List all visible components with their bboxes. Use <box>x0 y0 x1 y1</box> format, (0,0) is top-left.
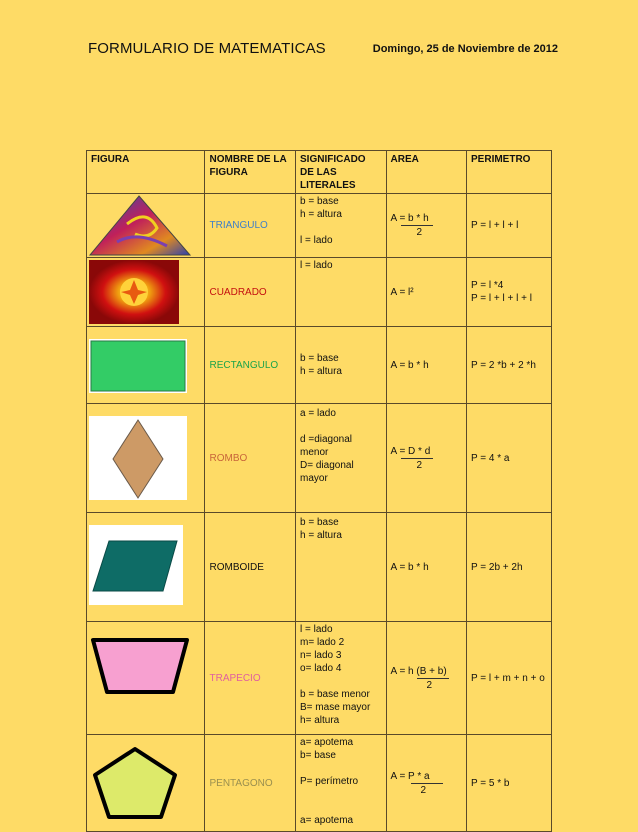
figure-name <box>205 735 296 832</box>
table-row <box>87 194 552 258</box>
literal: l = lado <box>300 624 333 635</box>
area-cell <box>386 404 466 513</box>
perimeter-cell: P = 5 * b <box>467 735 552 832</box>
formula-table <box>86 150 552 832</box>
area-cell <box>386 622 466 735</box>
literal: P= perímetro <box>300 776 359 787</box>
literal: o= lado 4 <box>300 663 342 674</box>
figure-name <box>205 404 296 513</box>
literals-cell <box>296 513 387 622</box>
pentagon-image <box>87 735 193 831</box>
literal: b = base menor <box>300 689 370 700</box>
area-cell: A = b * h <box>386 513 466 622</box>
literal: b = base <box>300 353 339 364</box>
literals-cell <box>296 258 387 327</box>
literal: D= diagonal mayor <box>300 460 354 484</box>
table-row <box>87 327 552 404</box>
literal: h = altura <box>300 530 342 541</box>
rhombus-image <box>87 404 193 512</box>
literal: m= lado 2 <box>300 637 345 648</box>
literals-cell <box>296 327 387 404</box>
area-numerator: A = P * a <box>390 770 430 782</box>
perimeter-cell: P = 2b + 2h <box>467 513 552 622</box>
name-rectangulo: RECTANGULO <box>209 359 279 371</box>
perimeter-cell: P = l + m + n + o <box>467 622 552 735</box>
literal: a= apotema <box>300 737 354 748</box>
area-numerator: A = h (B + b) <box>390 665 447 677</box>
literal: h = altura <box>300 366 342 377</box>
name-cuadrado: CUADRADO <box>209 286 267 298</box>
name-rombo: ROMBO <box>209 452 248 464</box>
pentagon-figure-cell <box>87 735 205 832</box>
rectangle-image <box>87 327 193 403</box>
page-header <box>88 40 558 62</box>
literal: h= altura <box>300 715 340 726</box>
header-area: AREA <box>386 151 466 194</box>
name-pentagono: PENTAGONO <box>209 777 273 789</box>
document-date: Domingo, 25 de Noviembre de 2012 <box>372 43 558 55</box>
literal: h = altura <box>300 209 342 220</box>
table-row <box>87 622 552 735</box>
literal: n= lado 3 <box>300 650 342 661</box>
header-significado: SIGNIFICADO DE LAS LITERALES <box>296 151 387 194</box>
area-denominator: 2 <box>420 784 427 796</box>
rhomboid-image <box>87 513 193 621</box>
perimeter-line: P = l *4 <box>471 280 504 291</box>
figure-name <box>205 194 296 258</box>
literal: a= apotema <box>300 815 354 826</box>
literals-cell <box>296 622 387 735</box>
square-image <box>87 258 193 326</box>
table-row <box>87 735 552 832</box>
header-figura: FIGURA <box>87 151 205 194</box>
table-row <box>87 258 552 327</box>
table-row <box>87 513 552 622</box>
area-formula <box>391 770 443 797</box>
square-figure-cell <box>87 258 205 327</box>
trapezoid-figure-cell <box>87 622 205 735</box>
area-denominator: 2 <box>416 459 423 471</box>
area-denominator: 2 <box>426 679 433 691</box>
area-formula <box>391 665 449 692</box>
area-cell: A = l² <box>386 258 466 327</box>
literals-cell <box>296 404 387 513</box>
name-triangulo: TRIANGULO <box>209 220 268 231</box>
perimeter-cell: P = 2 *b + 2 *h <box>467 327 552 404</box>
rectangle-figure-cell <box>87 327 205 404</box>
literal: d =diagonal menor <box>300 434 353 458</box>
area-numerator: A = D * d <box>390 445 431 457</box>
name-trapecio: TRAPECIO <box>209 672 261 684</box>
figure-name <box>205 622 296 735</box>
table-row <box>87 404 552 513</box>
area-formula <box>391 212 433 239</box>
name-romboide: ROMBOIDE <box>209 561 264 573</box>
area-denominator: 2 <box>416 227 423 238</box>
table-header-row <box>87 151 552 194</box>
area-cell: A = b * h <box>386 327 466 404</box>
literal: l = lado <box>300 260 333 271</box>
triangle-image <box>87 194 193 257</box>
rhomboid-figure-cell <box>87 513 205 622</box>
perimeter-cell: P = 4 * a <box>467 404 552 513</box>
figure-name <box>205 327 296 404</box>
triangle-figure-cell <box>87 194 205 258</box>
perimeter-cell <box>467 258 552 327</box>
literal: l = lado <box>300 235 333 246</box>
literal: b= base <box>300 750 336 761</box>
literal: b = base <box>300 196 339 207</box>
perimeter-cell: P = l + l + l <box>467 194 552 258</box>
figure-name <box>205 513 296 622</box>
literal: B= mase mayor <box>300 702 371 713</box>
literals-cell <box>296 194 387 258</box>
rhombus-figure-cell <box>87 404 205 513</box>
area-cell <box>386 194 466 258</box>
literal: a = lado <box>300 408 336 419</box>
perimeter-line: P = l + l + l + l <box>471 293 532 304</box>
header-nombre: NOMBRE DE LA FIGURA <box>205 151 296 194</box>
area-numerator: A = b * h <box>390 213 429 224</box>
literal: b = base <box>300 517 339 528</box>
figure-name <box>205 258 296 327</box>
document-title: FORMULARIO DE MATEMATICAS <box>88 40 326 57</box>
trapezoid-image <box>87 622 193 734</box>
area-formula <box>391 445 433 472</box>
literals-cell <box>296 735 387 832</box>
area-cell <box>386 735 466 832</box>
header-perimetro: PERIMETRO <box>467 151 552 194</box>
